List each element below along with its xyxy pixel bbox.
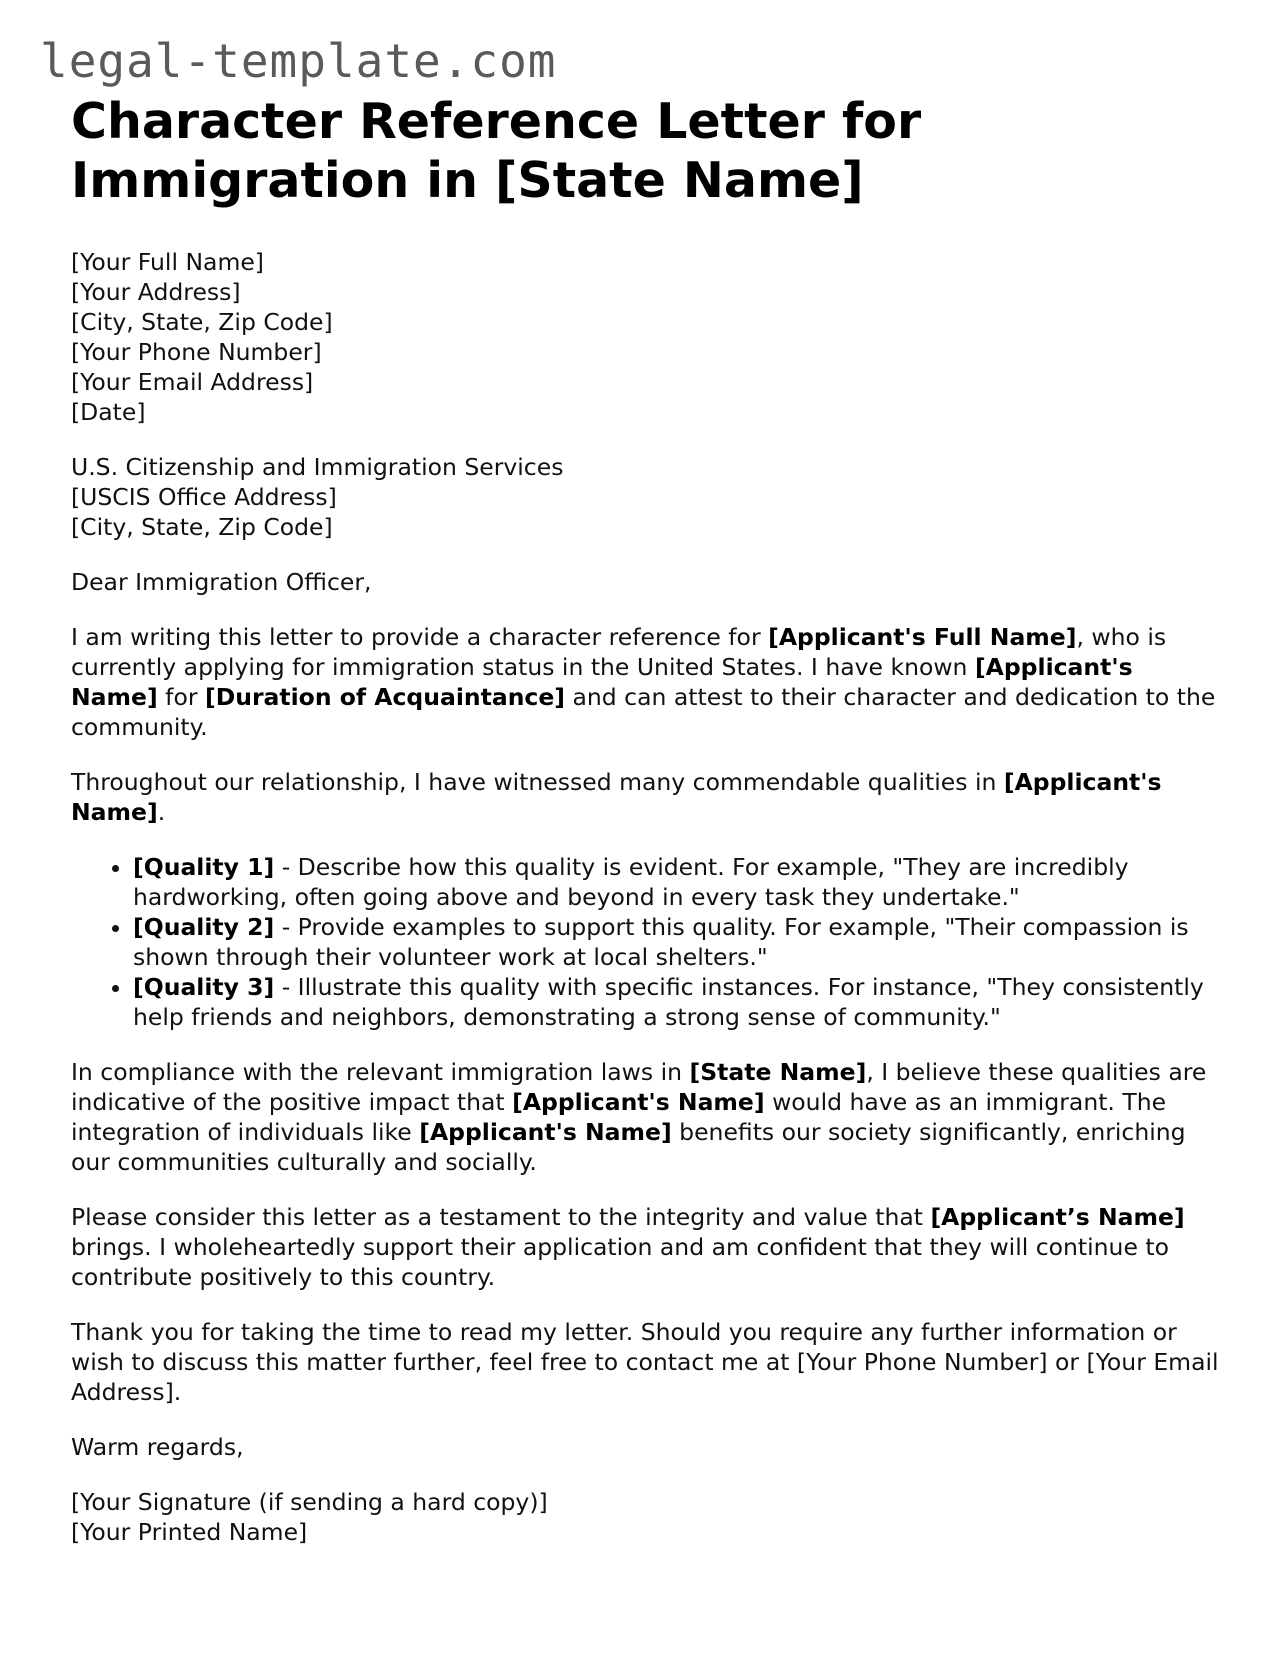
printed-name-line: [Your Printed Name] (71, 1518, 308, 1546)
signature-block (71, 1487, 1221, 1547)
applicant-full-name-placeholder: [Applicant's Full Name] (768, 623, 1077, 651)
applicant-name-placeholder: [Applicant's Name] (71, 653, 1133, 711)
quality-description: - Illustrate this quality with specific instances. For instance, "They consistently help friends and neighbors, demonstrating a strong sense of community." (133, 973, 1204, 1031)
applicant-name-placeholder: [Applicant's Name] (512, 1088, 765, 1116)
paragraph-qualities-intro (71, 767, 1221, 827)
text-run: I am writing this letter to provide a character reference for (71, 623, 769, 651)
quality-label: [Quality 2] (133, 913, 275, 941)
list-item (133, 912, 1221, 972)
letter-document (71, 92, 1221, 1547)
text-run: Throughout our relationship, I have witnessed many commendable qualities in (71, 768, 1004, 796)
qualities-list (71, 852, 1221, 1032)
closing: Warm regards, (71, 1433, 244, 1461)
state-name-placeholder: [State Name] (689, 1058, 867, 1086)
quality-label: [Quality 1] (133, 853, 275, 881)
text-run: , who is currently applying for immigration status in the United States. I have known (71, 623, 1167, 681)
sender-email: [Your Email Address] (71, 368, 314, 396)
text-run: and can attest to their character and dedication to the community. (71, 683, 1216, 741)
text-run: , I believe these qualities are indicative of the positive impact that (71, 1058, 1207, 1116)
text-run: Please consider this letter as a testament to the integrity and value that (71, 1203, 931, 1231)
sender-name: [Your Full Name] (71, 248, 264, 276)
paragraph-compliance (71, 1057, 1221, 1177)
sender-city-state-zip: [City, State, Zip Code] (71, 308, 333, 336)
quality-description: - Provide examples to support this quality. For example, "Their compassion is shown through their volunteer work at local shelters." (133, 913, 1189, 971)
text-run: . (157, 798, 166, 826)
recipient-office-address: [USCIS Office Address] (71, 483, 337, 511)
salutation: Dear Immigration Officer, (71, 568, 372, 596)
signature-line: [Your Signature (if sending a hard copy)] (71, 1488, 548, 1516)
text-run: benefits our society significantly, enriching our communities culturally and socially. (71, 1118, 1186, 1176)
text-run: would have as an immigrant. The integration of individuals like (71, 1088, 1167, 1146)
site-watermark: legal-template.com (40, 34, 557, 88)
duration-placeholder: [Duration of Acquaintance] (204, 683, 566, 711)
recipient-city-state-zip: [City, State, Zip Code] (71, 513, 333, 541)
list-item (133, 852, 1221, 912)
list-item (133, 972, 1221, 1032)
recipient-agency: U.S. Citizenship and Immigration Services (71, 453, 564, 481)
sender-phone: [Your Phone Number] (71, 338, 322, 366)
applicant-name-placeholder: [Applicant’s Name] (930, 1203, 1185, 1231)
text-run: brings. I wholeheartedly support their application and am confident that they will continue to contribute positively to this country. (71, 1233, 1169, 1291)
sender-address: [Your Address] (71, 278, 241, 306)
recipient-address-block (71, 452, 1221, 542)
text-run: for (157, 683, 205, 711)
paragraph-thank-you: Thank you for taking the time to read my letter. Should you require any further information or wish to discuss this matter further, feel free to contact me at [Your Phone Number] or [Your Email Address]. (71, 1318, 1219, 1406)
sender-address-block (71, 247, 1221, 427)
quality-description: - Describe how this quality is evident. For example, "They are incredibly hardworking, often going above and beyond in every task they undertake." (133, 853, 1129, 911)
applicant-name-placeholder: [Applicant's Name] (71, 768, 1162, 826)
text-run: In compliance with the relevant immigration laws in (71, 1058, 690, 1086)
paragraph-testament (71, 1202, 1221, 1292)
letter-date: [Date] (71, 398, 146, 426)
document-title: Character Reference Letter for Immigration in [State Name] (71, 93, 922, 209)
quality-label: [Quality 3] (133, 973, 275, 1001)
paragraph-introduction (71, 622, 1221, 742)
applicant-name-placeholder: [Applicant's Name] (419, 1118, 672, 1146)
